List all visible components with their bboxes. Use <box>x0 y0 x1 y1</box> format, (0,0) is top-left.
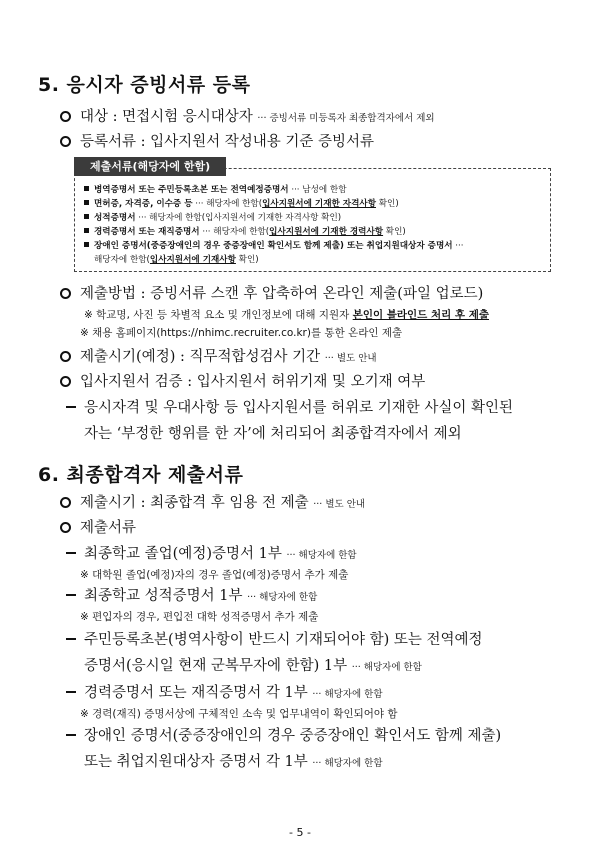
s6-item-5-note: ··· 해당자에 한함 <box>312 758 383 769</box>
box-line-6 <box>94 253 259 265</box>
box-line-3 <box>84 211 341 223</box>
s6-time-label: 제출시기 : 최종합격 후 임용 전 제출 <box>80 495 309 511</box>
target-note: ··· 증빙서류 미등록자 최종합격자에서 제외 <box>257 113 435 124</box>
s6-item-2-text: 최종학교 성적증명서 1부 <box>84 588 243 604</box>
box-line-6-end: 확인) <box>235 255 259 265</box>
box-line-1-bold: 병역증명서 또는 주민등록초본 또는 전역예정증명서 <box>94 185 289 195</box>
s6-item-2-note: ··· 해당자에 한함 <box>247 592 318 603</box>
dash-bullet-icon <box>66 638 76 640</box>
box-line-2 <box>84 197 399 209</box>
s6-item-1-text: 최종학교 졸업(예정)증명서 1부 <box>84 546 282 562</box>
method-note-2: ※ 채용 홈페이지(https://nhimc.recruiter.co.kr)를 통한 온라인 제출 <box>80 327 403 339</box>
target-label: 대상 : 면접시험 응시대상자 <box>80 109 253 125</box>
s6-item-3-text-b: 증명서(응시일 현재 군복무자에 한함) 1부 <box>84 658 348 674</box>
square-bullet-icon <box>84 214 89 219</box>
circle-bullet-icon <box>60 351 71 362</box>
s6-item-1-note: ··· 해당자에 한함 <box>286 550 357 561</box>
time-row <box>60 345 377 366</box>
verify-label: 입사지원서 검증 : 입사지원서 허위기재 및 오기재 여부 <box>80 374 426 390</box>
s6-item-4-text: 경력증명서 또는 재직증명서 각 1부 <box>84 685 308 701</box>
docs-row <box>60 130 374 151</box>
box-line-1 <box>84 183 347 195</box>
section-6-title: 6. 최종합격자 제출서류 <box>38 464 244 486</box>
dash-bullet-icon <box>66 594 76 596</box>
s6-item-2 <box>66 584 317 605</box>
method-note-1-underlined: 본인이 블라인드 처리 후 제출 <box>352 309 490 321</box>
s6-item-4 <box>66 681 383 702</box>
box-line-4 <box>84 225 406 237</box>
section-5-title: 5. 응시자 증빙서류 등록 <box>38 74 251 96</box>
square-bullet-icon <box>84 242 89 247</box>
box-line-2-mid: ··· 해당자에 한함( <box>192 199 263 209</box>
box-line-4-mid: ··· 해당자에 한함( <box>199 227 270 237</box>
verify-detail-1-text: 응시자격 및 우대사항 등 입사지원서를 허위로 기재한 사실이 확인된 <box>84 400 514 416</box>
circle-bullet-icon <box>60 111 71 122</box>
dash-bullet-icon <box>66 406 76 408</box>
box-line-3-rest: ··· 해당자에 한함(입사지원서에 기재한 자격사항 확인) <box>135 213 342 223</box>
verify-detail-1 <box>66 396 513 417</box>
s6-docs-row <box>60 516 136 537</box>
circle-bullet-icon <box>60 376 71 387</box>
s6-item-1 <box>66 542 357 563</box>
verify-detail-2: 자는 ‘부정한 행위를 한 자’에 처리되어 최종합격자에서 제외 <box>84 426 462 442</box>
dash-bullet-icon <box>66 734 76 736</box>
box-line-4-bold: 경력증명서 또는 재직증명서 <box>94 227 200 237</box>
square-bullet-icon <box>84 200 89 205</box>
documents-box-tag: 제출서류(해당자에 한함) <box>74 157 226 176</box>
box-line-4-underlined: 입사지원서에 기재한 경력사항 <box>269 227 384 237</box>
square-bullet-icon <box>84 186 89 191</box>
box-line-6-pre: 해당자에 한함( <box>94 255 150 265</box>
dash-bullet-icon <box>66 552 76 554</box>
circle-bullet-icon <box>60 136 71 147</box>
s6-item-4-sub: ※ 경력(재직) 증명서상에 구체적인 소속 및 업무내역이 확인되어야 함 <box>80 708 398 720</box>
verify-row <box>60 370 425 391</box>
box-line-2-end: 확인) <box>376 199 399 209</box>
box-line-5-rest: ··· <box>452 241 464 251</box>
method-note-1 <box>84 307 489 322</box>
s6-item-5-text-b: 또는 취업지원대상자 증명서 각 1부 <box>84 754 308 770</box>
s6-item-5-text-a: 장애인 증명서(중증장애인의 경우 중증장애인 확인서도 함께 제출) <box>84 728 502 744</box>
circle-bullet-icon <box>60 522 71 533</box>
s6-time-row <box>60 491 365 512</box>
s6-item-3-note: ··· 해당자에 한함 <box>351 662 422 673</box>
docs-label: 등록서류 : 입사지원서 작성내용 기준 증빙서류 <box>80 134 375 150</box>
s6-item-1-sub: ※ 대학원 졸업(예정)자의 경우 졸업(예정)증명서 추가 제출 <box>80 569 349 581</box>
square-bullet-icon <box>84 228 89 233</box>
box-line-5 <box>84 239 463 251</box>
method-note-1-text: ※ 학교명, 사진 등 차별적 요소 및 개인정보에 대해 지원자 <box>84 309 353 321</box>
s6-item-3 <box>66 628 483 649</box>
s6-item-3-text-a: 주민등록초본(병역사항이 반드시 기재되어야 함) 또는 전역예정 <box>84 632 483 648</box>
circle-bullet-icon <box>60 497 71 508</box>
box-line-4-end: 확인) <box>383 227 406 237</box>
box-line-1-rest: ··· 남성에 한함 <box>288 185 347 195</box>
target-row <box>60 105 435 126</box>
dash-bullet-icon <box>66 691 76 693</box>
circle-bullet-icon <box>60 288 71 299</box>
s6-docs-label: 제출서류 <box>80 520 137 536</box>
box-line-5-bold: 장애인 증명서(중증장애인의 경우 중증장애인 확인서도 함께 제출) 또는 취업지원대상자 증명서 <box>94 241 453 251</box>
s6-item-2-sub: ※ 편입자의 경우, 편입전 대학 성적증명서 추가 제출 <box>80 611 319 623</box>
box-line-3-bold: 성적증명서 <box>94 213 136 223</box>
method-label: 제출방법 : 증빙서류 스캔 후 압축하여 온라인 제출(파일 업로드) <box>80 286 484 302</box>
box-line-6-underlined: 입사지원서에 기재사항 <box>149 255 236 265</box>
method-row <box>60 282 483 303</box>
s6-item-5-cont <box>84 750 383 771</box>
box-line-2-underlined: 입사지원서에 기재한 자격사항 <box>262 199 376 209</box>
s6-item-5 <box>66 724 501 745</box>
s6-item-4-note: ··· 해당자에 한함 <box>312 689 383 700</box>
time-label: 제출시기(예정) : 직무적합성검사 기간 <box>80 349 321 365</box>
page-number: - 5 - <box>289 826 311 839</box>
s6-time-note: ··· 별도 안내 <box>313 499 366 510</box>
time-note: ··· 별도 안내 <box>324 353 377 364</box>
s6-item-3-cont <box>84 654 422 675</box>
box-line-2-bold: 면허증, 자격증, 이수증 등 <box>94 199 193 209</box>
